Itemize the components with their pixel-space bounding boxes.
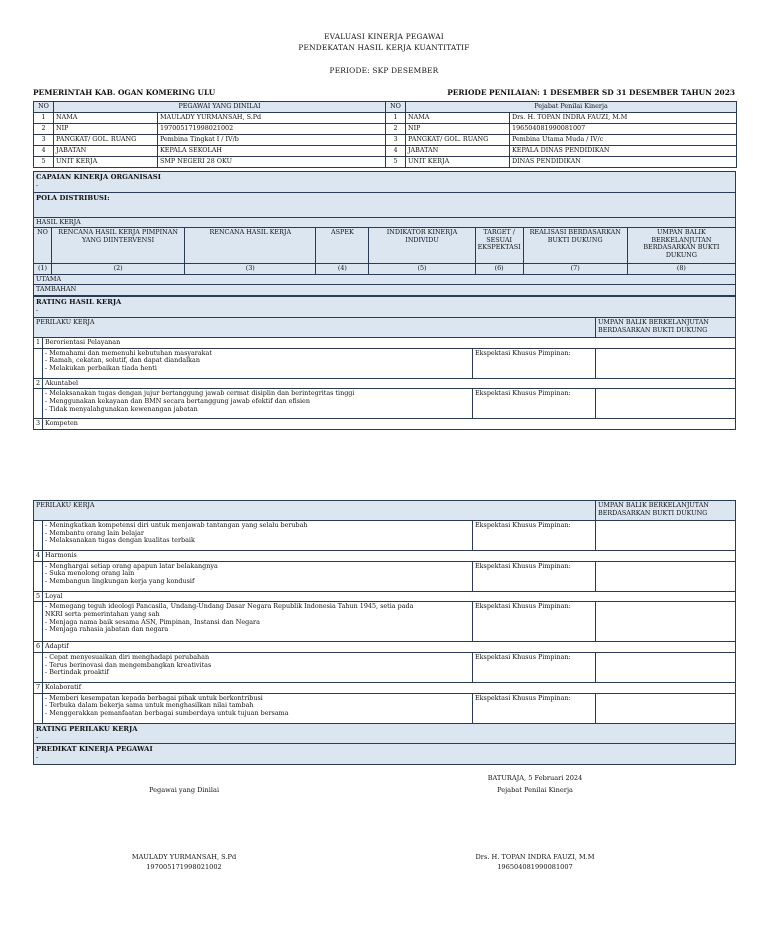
assessor-role: Pejabat Penilai Kinerja (497, 786, 573, 794)
row-no: 2 (386, 124, 406, 135)
behavior-feedback-header: UMPAN BALIK BERKELANJUTAN BERDASARKAN BUKTI DUKUNG (596, 501, 736, 521)
leader-expectation: Ekspektasi Khusus Pimpinan: (473, 348, 596, 378)
col-target: TARGET / SESUAI EKSPEKTASI (475, 228, 523, 264)
col-feedback: UMPAN BALIK BERKELANJUTAN BERDASARKAN BUKTI DUKUNG (627, 228, 735, 264)
leader-expectation: Ekspektasi Khusus Pimpinan: (473, 693, 596, 723)
employee-signature-nip: 197005171998021002 (146, 863, 222, 871)
organization-performance-value: - (36, 181, 39, 190)
behavior-rating-section (33, 723, 736, 745)
row-no: 5 (34, 157, 54, 168)
row-label: UNIT KERJA (54, 157, 158, 168)
detail-line: - Menggerakkan pemanfaatan berbagai sumberdaya untuk tujuan bersama (45, 709, 289, 718)
assessor-signature-nip: 196504081990081007 (497, 863, 573, 871)
behavior-no: 4 (34, 551, 43, 562)
detail-line: - Ramah, cekatan, solutif, dan dapat diandalkan (45, 356, 200, 365)
row-no: 2 (34, 124, 54, 135)
employee-role: Pegawai yang Dinilai (148, 786, 220, 794)
detail-line: - Menghargai setiap orang apapun latar belakangnya (45, 561, 218, 570)
period-label: PERIODE: SKP DESEMBER (329, 66, 439, 75)
detail-line: - Terus berinovasi dan mengembangkan kreativitas (45, 660, 212, 669)
behavior-rating-title: RATING PERILAKU KERJA (36, 725, 138, 733)
row-no: 3 (34, 135, 54, 146)
feedback-cell[interactable] (596, 653, 736, 683)
col-indicator: INDIKATOR KINERJA INDIVIDU (369, 228, 475, 264)
row-label: JABATAN (406, 146, 510, 157)
row-label: NAMA (406, 113, 510, 124)
row-label: NAMA (54, 113, 158, 124)
employee-rank: Pembina Tingkat I / IV/b (158, 135, 386, 146)
col-realization: REALISASI BERDASARKAN BUKTI DUKUNG (523, 228, 627, 264)
row-no: 4 (34, 146, 54, 157)
row-label: JABATAN (54, 146, 158, 157)
detail-line: - Melaksanakan tugas dengan kualitas terbaik (45, 536, 195, 545)
detail-line: - Melakukan perbaikan tiada henti (45, 364, 157, 373)
col-number: (1) (34, 264, 52, 275)
work-results-title: HASIL KERJA (36, 218, 81, 226)
assessor-nip: 196504081990081007 (510, 124, 737, 135)
behavior-no: 7 (34, 683, 43, 694)
feedback-cell[interactable] (596, 561, 736, 591)
behavior-no: 2 (34, 378, 43, 389)
behavior-no: 6 (34, 642, 43, 653)
behavior-table-page2 (33, 500, 736, 724)
leader-expectation: Ekspektasi Khusus Pimpinan: (473, 602, 596, 642)
detail-line: - Bertindak proaktif (45, 668, 109, 677)
leader-expectation: Ekspektasi Khusus Pimpinan: (473, 561, 596, 591)
row-no: 1 (386, 113, 406, 124)
detail-line: - Cepat menyesuaikan diri menghadapi perubahan (45, 653, 210, 662)
performance-predicate-title: PREDIKAT KINERJA PEGAWAI (36, 745, 153, 753)
behavior-name: Berorientasi Pelayanan (43, 338, 736, 349)
col-number: (4) (316, 264, 369, 275)
detail-line: - Terbuka dalam bekerja sama untuk menghasilkan nilai tambah (45, 701, 254, 710)
place-date: BATURAJA, 5 Februari 2024 (487, 774, 583, 782)
document-title: EVALUASI KINERJA PEGAWAI (324, 32, 444, 41)
col-number: (2) (52, 264, 185, 275)
work-results-bar (33, 217, 736, 227)
row-no: 4 (386, 146, 406, 157)
employee-nip: 197005171998021002 (158, 124, 386, 135)
behavior-details (43, 348, 473, 378)
distribution-pattern-section (33, 192, 736, 218)
organization-label: PEMERINTAH KAB. OGAN KOMERING ULU (33, 88, 216, 97)
detail-line: - Memegang teguh ideologi Pancasila, Undang-Undang Dasar Negara Republik Indonesia Tahun 1945, setia pada (45, 602, 414, 611)
row-no: 1 (34, 113, 54, 124)
employee-unit: SMP NEGERI 28 OKU (158, 157, 386, 168)
work-rating-title: RATING HASIL KERJA (36, 298, 122, 306)
work-rating-section (33, 296, 736, 318)
detail-line: - Tidak menyalahgunakan kewenangan jabatan (45, 404, 198, 413)
col-leader-plan: RENCANA HASIL KERJA PIMPINAN YANG DIINTERVENSI (52, 228, 185, 264)
work-rating-value: - (36, 306, 39, 315)
row-label: UNIT KERJA (406, 157, 510, 168)
behavior-details (43, 693, 473, 723)
detail-line: - Suka menolong orang lain (45, 569, 135, 578)
behavior-name: Adaptif (43, 642, 736, 653)
feedback-cell[interactable] (596, 389, 736, 419)
detail-line: - Membangun lingkungan kerja yang kondusif (45, 577, 195, 586)
behavior-details (43, 389, 473, 419)
behavior-details (43, 653, 473, 683)
distribution-pattern-title: POLA DISTRIBUSI: (36, 194, 110, 202)
row-label: PANGKAT/ GOL. RUANG (54, 135, 158, 146)
organization-performance-section (33, 171, 736, 194)
detail-line: - Memahami dan memenuhi kebutuhan masyarakat (45, 348, 212, 357)
col-number: (8) (627, 264, 735, 275)
assessor-position: KEPALA DINAS PENDIDIKAN (510, 146, 737, 157)
detail-line: NKRI serta pemerintahan yang sah (45, 610, 160, 619)
col-number: (6) (475, 264, 523, 275)
behavior-table-page1 (33, 317, 736, 430)
feedback-cell[interactable] (596, 348, 736, 378)
col-number: (3) (185, 264, 316, 275)
assessor-unit: DINAS PENDIDIKAN (510, 157, 737, 168)
feedback-cell[interactable] (596, 602, 736, 642)
organization-performance-title: CAPAIAN KINERJA ORGANISASI (36, 173, 161, 181)
behavior-name: Harmonis (43, 551, 736, 562)
assessor-header: Pejabat Penilai Kinerja (406, 102, 737, 113)
behavior-details (43, 602, 473, 642)
detail-line: - Menjaga nama baik sesama ASN, Pimpinan, Instansi dan Negara (45, 617, 260, 626)
behavior-no: 5 (34, 591, 43, 602)
assessor-rank: Pembina Utama Muda / IV/c (510, 135, 737, 146)
main-work-row: UTAMA (34, 274, 736, 285)
row-no: 5 (386, 157, 406, 168)
row-label: NIP (406, 124, 510, 135)
detail-line: - Menjaga rahasia jabatan dan negara (45, 625, 169, 634)
assessor-name: Drs. H. TOPAN INDRA FAUZI, M.M (510, 113, 737, 124)
col-number: (5) (369, 264, 475, 275)
performance-predicate-section (33, 743, 736, 765)
row-label: NIP (54, 124, 158, 135)
employee-name: MAULADY YURMANSAH, S.Pd (158, 113, 386, 124)
employee-signature-name: MAULADY YURMANSAH, S.Pd (131, 853, 237, 861)
no-header-left: NO (34, 102, 54, 113)
no-header-right: NO (386, 102, 406, 113)
document-subtitle: PENDEKATAN HASIL KERJA KUANTITATIF (298, 43, 470, 52)
identity-table (33, 101, 737, 168)
behavior-name: Akuntabel (43, 378, 736, 389)
detail-line: - Melaksanakan tugas dengan jujur bertanggung jawab cermat disiplin dan berintegritas tinggi (45, 389, 355, 398)
behavior-title: PERILAKU KERJA (34, 318, 596, 338)
detail-line: - Meningkatkan kompetensi diri untuk menjawab tantangan yang selalu berubah (45, 521, 308, 529)
feedback-cell[interactable] (596, 521, 736, 551)
behavior-rating-value: - (36, 733, 39, 742)
performance-predicate-value: - (36, 753, 39, 762)
employee-position: KEPALA SEKOLAH (158, 146, 386, 157)
behavior-name: Kolaboratif (43, 683, 736, 694)
behavior-details (43, 521, 473, 551)
behavior-feedback-header: UMPAN BALIK BERKELANJUTAN BERDASARKAN BUKTI DUKUNG (596, 318, 736, 338)
behavior-name: Loyal (43, 591, 736, 602)
col-work-plan: RENCANA HASIL KERJA (185, 228, 316, 264)
leader-expectation: Ekspektasi Khusus Pimpinan: (473, 521, 596, 551)
leader-expectation: Ekspektasi Khusus Pimpinan: (473, 653, 596, 683)
leader-expectation: Ekspektasi Khusus Pimpinan: (473, 389, 596, 419)
behavior-no: 1 (34, 338, 43, 349)
behavior-name: Kompeten (43, 419, 736, 430)
feedback-cell[interactable] (596, 693, 736, 723)
detail-line: - Membantu orang lain belajar (45, 528, 144, 537)
row-label: PANGKAT/ GOL. RUANG (406, 135, 510, 146)
assessor-signature-name: Drs. H. TOPAN INDRA FAUZI, M.M (475, 853, 595, 861)
detail-line: - Memberi kesempatan kepada berbagai pihak untuk berkontribusi (45, 693, 263, 702)
row-no: 3 (386, 135, 406, 146)
behavior-title: PERILAKU KERJA (34, 501, 596, 521)
col-aspect: ASPEK (316, 228, 369, 264)
col-number: (7) (523, 264, 627, 275)
behavior-details (43, 561, 473, 591)
detail-line: - Menggunakan kekayaan dan BMN secara bertanggung jawab efektif dan efisien (45, 397, 310, 406)
behavior-no: 3 (34, 419, 43, 430)
additional-work-row: TAMBAHAN (34, 285, 736, 296)
work-results-table (33, 227, 736, 296)
employee-header: PEGAWAI YANG DINILAI (54, 102, 386, 113)
assessment-period: PERIODE PENILAIAN: 1 DESEMBER SD 31 DESEMBER TAHUN 2023 (447, 88, 735, 97)
col-no: NO (34, 228, 52, 264)
